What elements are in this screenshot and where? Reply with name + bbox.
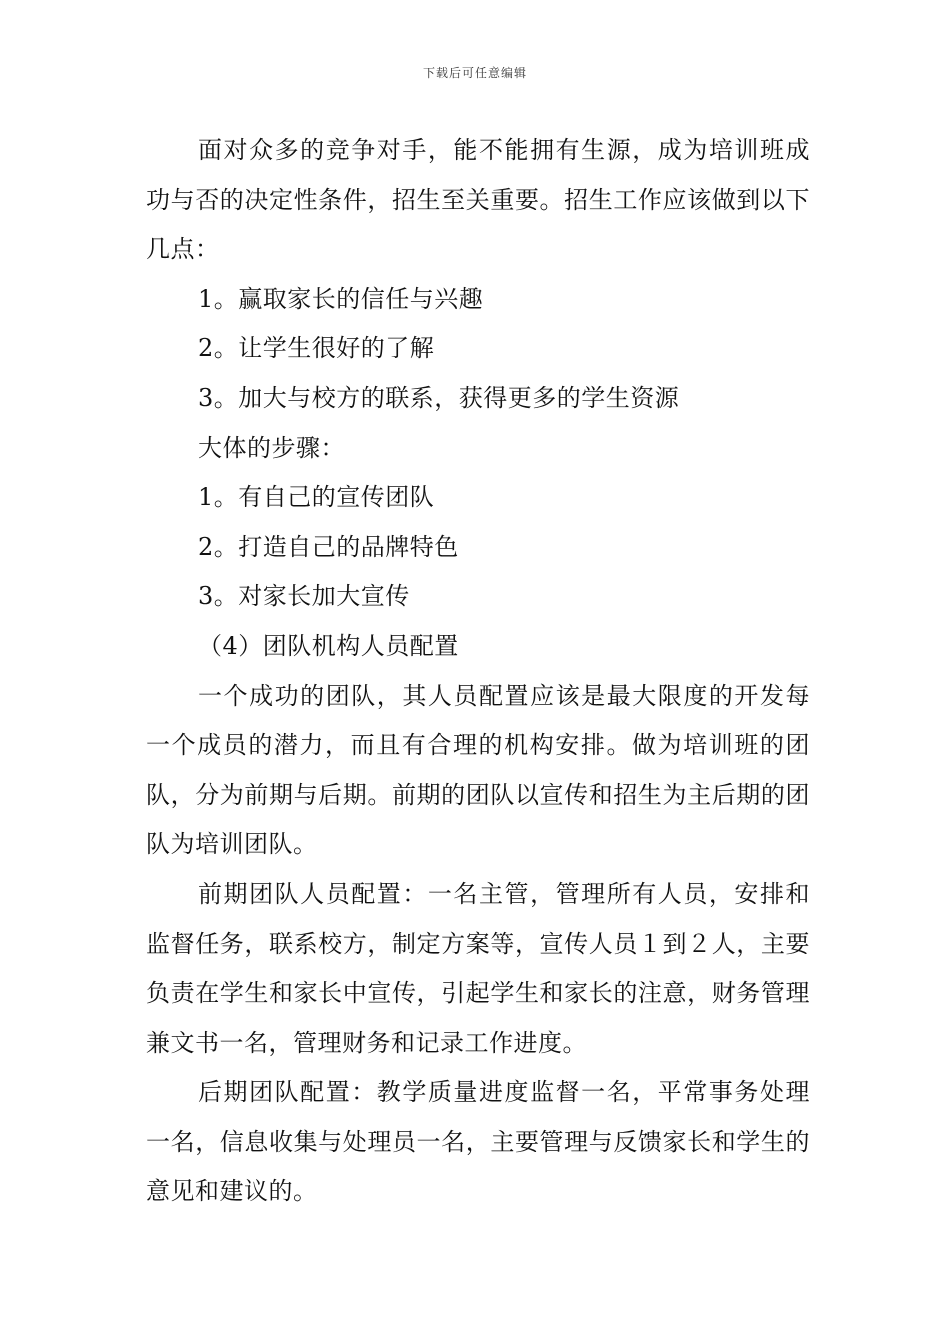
document-body: [146, 126, 810, 1217]
early-team-paragraph: 前期团队人员配置：一名主管，管理所有人员，安排和监督任务，联系校方，制定方案等，宣传人员１到２人，主要负责在学生和家长中宣传，引起学生和家长的注意，财务管理兼文书一名，管理财务和记录工作进度。: [146, 879, 810, 1057]
point-item-1: 1。赢取家长的信任与兴趣: [198, 284, 484, 313]
step-item-2: 2。打造自己的品牌特色: [198, 532, 459, 561]
point-item-2: 2。让学生很好的了解: [198, 334, 435, 363]
section-heading: （4）团队机构人员配置: [198, 631, 459, 660]
team-paragraph: 一个成功的团队，其人员配置应该是最大限度的开发每一个成员的潜力，而且有合理的机构安排。做为培训班的团队，分为前期与后期。前期的团队以宣传和招生为主后期的团队为培训团队。: [146, 681, 810, 859]
point-item-3: 3。加大与校方的联系，获得更多的学生资源: [198, 383, 680, 412]
step-item-3: 3。对家长加大宣传: [198, 582, 410, 611]
steps-heading: 大体的步骤：: [198, 433, 345, 462]
intro-paragraph: 面对众多的竞争对手，能不能拥有生源，成为培训班成功与否的决定性条件，招生至关重要。招生工作应该做到以下几点：: [146, 136, 810, 264]
step-item-1: 1。有自己的宣传团队: [198, 483, 435, 512]
page-header: 下载后可任意编辑: [422, 66, 527, 80]
late-team-paragraph: 后期团队配置：教学质量进度监督一名，平常事务处理一名，信息收集与处理员一名，主要管理与反馈家长和学生的意见和建议的。: [146, 1078, 810, 1206]
